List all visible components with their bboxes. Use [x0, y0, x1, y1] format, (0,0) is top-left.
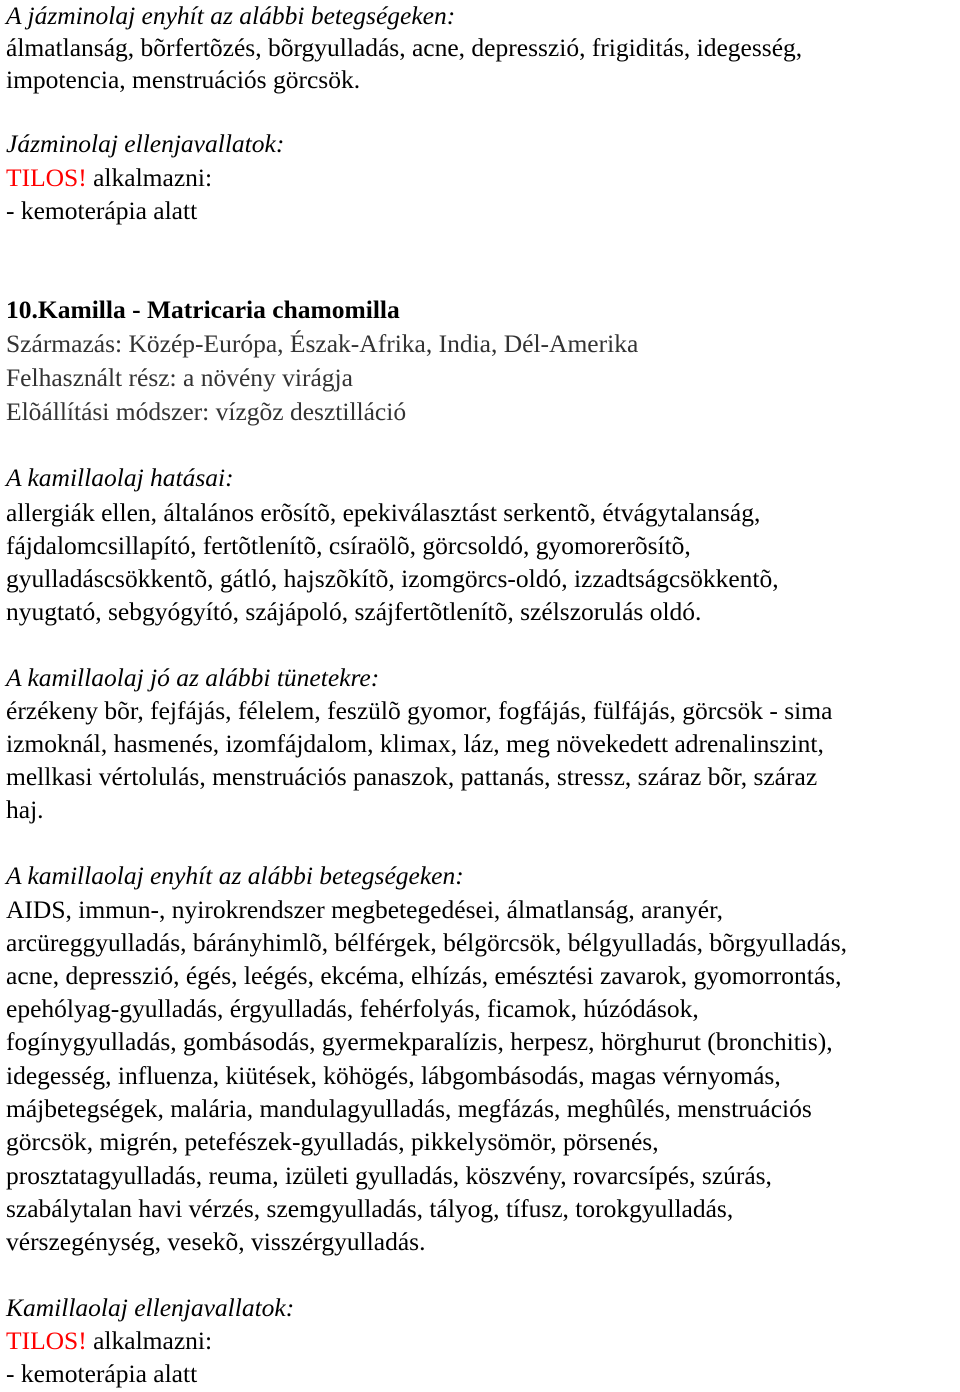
jasmine-contra-heading: Jázminolaj ellenjavallatok: [6, 129, 285, 158]
effects-heading: A kamillaolaj hatásai: [6, 463, 234, 492]
method-line: Elõállítási módszer: vízgõz desztilláció [6, 397, 407, 426]
warning-word: TILOS! [6, 163, 87, 192]
jasmine-diseases-line: álmatlanság, bõrfertõzés, bõrgyulladás, acne, depresszió, frigiditás, idegesség, [6, 33, 803, 62]
effects-line: fájdalomcsillapító, fertõtlenítõ, csíraölõ, görcsoldó, gyomorerõsítõ, [6, 531, 691, 560]
diseases-line: görcsök, migrén, petefészek-gyulladás, pikkelysömör, pörsenés, [6, 1127, 659, 1156]
jasmine-diseases-heading: A jázminolaj enyhít az alábbi betegségeken: [6, 1, 456, 30]
symptoms-line: izmoknál, hasmenés, izomfájdalom, klimax, láz, meg növekedett adrenalinszint, [6, 729, 824, 758]
diseases-line: arcüreggyulladás, bárányhimlõ, bélférgek, bélgörcsök, bélgyulladás, bõrgyulladás, [6, 928, 848, 957]
diseases-line: idegesség, influenza, kiütések, köhögés, lábgombásodás, magas vérnyomás, [6, 1061, 781, 1090]
jasmine-diseases-line: impotencia, menstruációs görcsök. [6, 65, 361, 94]
diseases-line: fogínygyulladás, gombásodás, gyermekparalízis, herpesz, hörghurut (bronchitis), [6, 1027, 833, 1056]
section-title: 10.Kamilla - Matricaria chamomilla [6, 295, 400, 324]
symptoms-line: mellkasi vértolulás, menstruációs panaszok, pattanás, stressz, száraz bõr, száraz [6, 762, 818, 791]
warning-word: TILOS! [6, 1326, 87, 1355]
effects-line: gyulladáscsökkentõ, gátló, hajszõkítõ, izomgörcs-oldó, izzadtságcsökkentõ, [6, 564, 779, 593]
diseases-heading: A kamillaolaj enyhít az alábbi betegségeken: [6, 861, 464, 890]
diseases-line: szabálytalan havi vérzés, szemgyulladás, tályog, tífusz, torokgyulladás, [6, 1194, 734, 1223]
symptoms-line: haj. [6, 795, 44, 824]
symptoms-heading: A kamillaolaj jó az alábbi tünetekre: [6, 663, 380, 692]
effects-line: nyugtató, sebgyógyító, szájápoló, szájfertõtlenítõ, szélszorulás oldó. [6, 597, 702, 626]
warning-rest: alkalmazni: [86, 1326, 213, 1355]
effects-line: allergiák ellen, általános erõsítõ, epekiválasztást serkentõ, étvágytalanság, [6, 498, 761, 527]
contra-item: - kemoterápia alatt [6, 1359, 198, 1388]
warning-line [6, 1325, 212, 1357]
diseases-line: acne, depresszió, égés, leégés, ekcéma, elhízás, emésztési zavarok, gyomorrontás, [6, 961, 842, 990]
origin-line: Származás: Közép-Európa, Észak-Afrika, India, Dél-Amerika [6, 329, 639, 358]
warning-rest: alkalmazni: [86, 163, 213, 192]
diseases-line: vérszegénység, vesekõ, visszérgyulladás. [6, 1227, 426, 1256]
part-used-line: Felhasznált rész: a növény virágja [6, 363, 353, 392]
symptoms-line: érzékeny bõr, fejfájás, félelem, feszülõ gyomor, fogfájás, fülfájás, görcsök - sima [6, 696, 833, 725]
jasmine-contra-item: - kemoterápia alatt [6, 196, 198, 225]
diseases-line: AIDS, immun-, nyirokrendszer megbetegedései, álmatlanság, aranyér, [6, 895, 723, 924]
diseases-line: prosztatagyulladás, reuma, izületi gyulladás, köszvény, rovarcsípés, szúrás, [6, 1161, 772, 1190]
contra-heading: Kamillaolaj ellenjavallatok: [6, 1293, 295, 1322]
jasmine-warning-line [6, 162, 212, 194]
diseases-line: epehólyag-gyulladás, érgyulladás, fehérfolyás, ficamok, húzódások, [6, 994, 699, 1023]
diseases-line: májbetegségek, malária, mandulagyulladás, megfázás, meghûlés, menstruációs [6, 1094, 812, 1123]
